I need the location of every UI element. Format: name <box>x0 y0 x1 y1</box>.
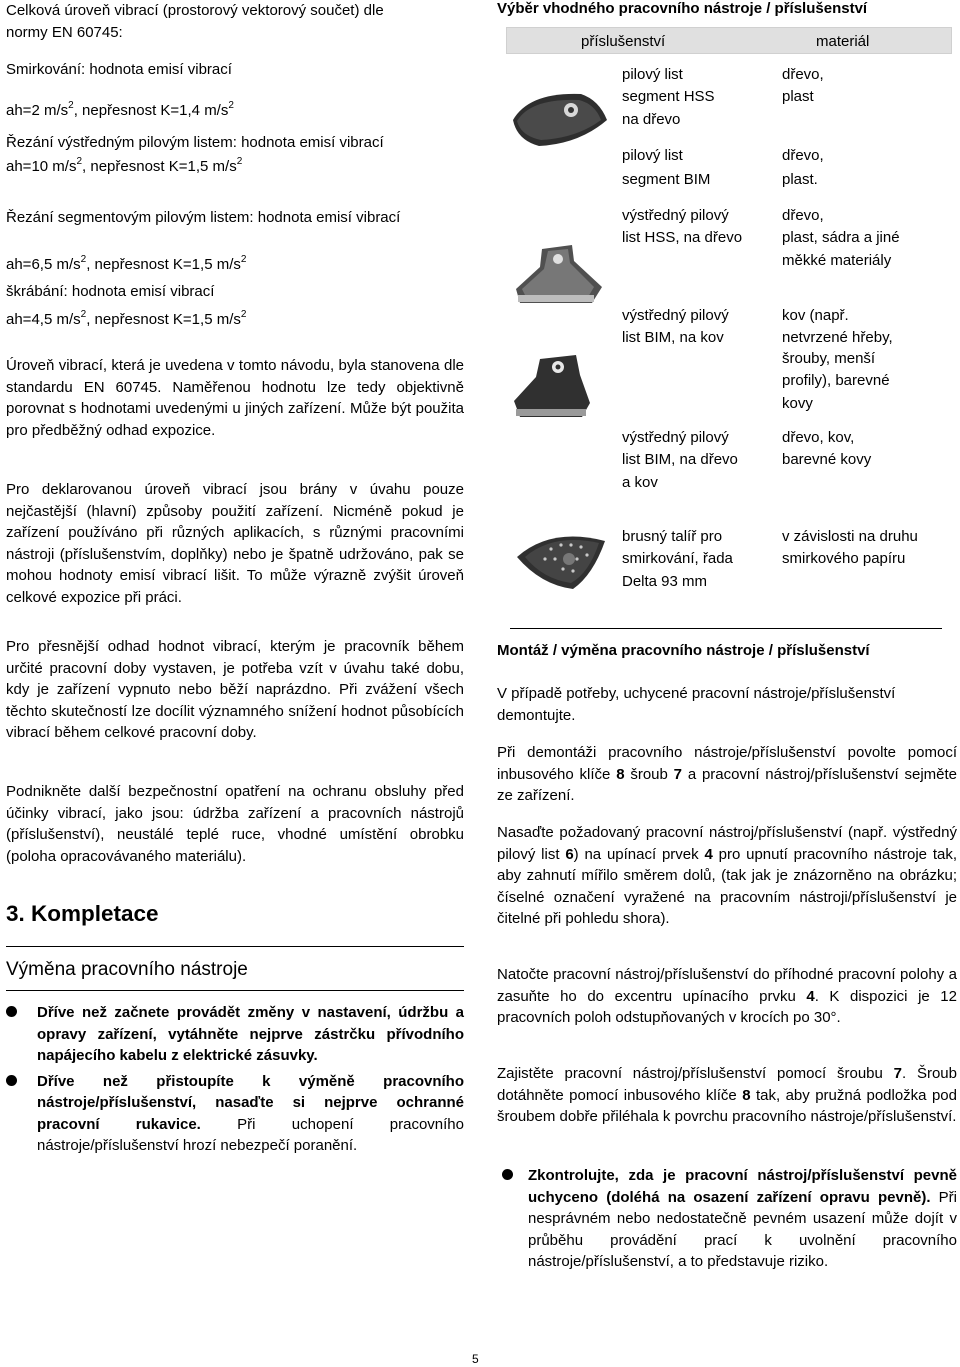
paragraph-declared-level: Pro deklarovanou úroveň vibrací jsou brány v úvahu pouze nejčastější (hlavní) způsoby použití zařízení. Nicméně pokud je zařízení používáno při různých aplikacích, s různými pracovními nástroji (příslušenstvím, doplňky) nebo je špatně udržováno, pak se mohou hodnoty emisí vibrací lišit. To může výrazně zvýšit úroveň celkové expozice při práci. <box>6 481 464 606</box>
warning-item: Dříve než přistoupíte k výměně pracovního nástroje/příslušenství, nasaďte si nejprve ochranné pracovní rukavice. Při uchopení pracovního nástroje/příslušenství hrozí nebezpečí poranění. <box>6 1071 464 1157</box>
table-row-accessory: pilový list segment BIM <box>622 147 711 188</box>
mount-paragraph-5: Zajistěte pracovní nástroj/příslušenství pomocí šroubu 7. Šroub dotáhněte pomocí inbusového klíče 8 tak, aby pružná podložka pod šroubem dobře přiléhala k povrchu pracovního nástroje/příslušenství. <box>497 1065 957 1125</box>
page-number: 5 <box>472 1352 479 1366</box>
delta-sanding-plate-image <box>511 523 607 591</box>
table-header-material: materiál <box>816 33 870 50</box>
bullet-icon <box>502 1169 513 1180</box>
table-title: Výběr vhodného pracovního nástroje / příslušenství <box>497 0 868 17</box>
warning-list <box>6 1002 464 1157</box>
mount-paragraph-1: V případě potřeby, uchycené pracovní nástroje/příslušenství demontujte. <box>497 685 896 724</box>
intro-line-1: Celková úroveň vibrací (prostorový vektorový součet) dle <box>6 2 384 19</box>
section-rule <box>6 946 464 947</box>
eccentric-saw-blade-hss-image <box>512 243 607 307</box>
table-bottom-rule <box>510 628 942 629</box>
table-row-material: dřevo, plast <box>782 66 824 105</box>
segment-saw-blade-hss-image <box>509 90 609 148</box>
paragraph-measured-level: Úroveň vibrací, která je uvedena v tomto návodu, byla stanovena dle standardu EN 60745. Naměřenou hodnotu lze tedy objektivně porovnat s hodnotami uvedenými u jiných zařízení. Může být použita pro předběžný odhad expozice. <box>6 357 464 439</box>
bullet-icon <box>6 1075 17 1086</box>
warning-item: Dříve než začnete provádět změny v nastavení, údržbu a opravy zařízení, vytáhněte nejprve zástrčku přívodního napájecího kabelu z elektrické zásuvky. <box>6 1002 464 1067</box>
section-heading: 3. Kompletace <box>6 901 159 926</box>
table-row-material: v závislosti na druhu smirkového papíru <box>782 528 918 567</box>
eccentric-values: ah=10 $m/s^2$, nepřesnost K=1,5 $m/s^2$ <box>6 156 243 175</box>
scraping-values: ah=4,5 $m/s^2$, nepřesnost K=1,5 $m/s^2$ <box>6 309 247 328</box>
table-row-material: kov (např. netvrzené hřeby, šrouby, menší profily), barevné kovy <box>782 307 893 412</box>
table-row-accessory: pilový list segment HSS na dřevo <box>622 66 715 128</box>
paragraph-estimate: Pro přesnější odhad hodnot vibrací, kterým je pracovník během určité pracovní doby vystaven, je potřeba vzít v úvahu také dobu, kdy je zařízení vypnuto nebo běží naprázdno. Při zvážení všech těchto skutečností lze docílit významného snížení hodnot působících vibrací během celkové pracovní doby. <box>6 638 464 741</box>
table-row-material: dřevo, plast, sádra a jiné měkké materiály <box>782 207 900 269</box>
table-header-bar <box>506 27 952 54</box>
table-header-accessory: příslušenství <box>581 33 666 50</box>
mount-paragraph-2: Při demontáži pracovního nástroje/příslušenství povolte pomocí inbusového klíče 8 šroub 7 a pracovní nástroj/příslušenství sejměte ze zařízení. <box>497 744 958 804</box>
check-list <box>497 1165 957 1273</box>
eccentric-label: Řezání výstředným pilovým listem: hodnota emisí vibrací <box>6 134 384 151</box>
segment-values: ah=6,5 $m/s^2$, nepřesnost K=1,5 $m/s^2$ <box>6 254 247 273</box>
table-row-material: dřevo, kov, barevné kovy <box>782 429 872 468</box>
subheading: Výměna pracovního nástroje <box>6 959 248 980</box>
table-row-accessory: výstředný pilový list BIM, na kov <box>622 307 729 346</box>
table-row-accessory: výstředný pilový list BIM, na dřevo a kov <box>622 429 738 491</box>
segment-label: Řezání segmentovým pilovým listem: hodnota emisí vibrací <box>6 209 401 226</box>
intro-line-2: normy EN 60745: <box>6 23 123 41</box>
sanding-label: Smirkování: hodnota emisí vibrací <box>6 61 232 78</box>
sanding-values: ah=2 $m/s^2$, nepřesnost K=1,4 $m/s^2$ <box>6 100 234 119</box>
table-row-accessory: brusný talíř pro smirkování, řada Delta 93 mm <box>622 528 733 590</box>
paragraph-safety-measures: Podnikněte další bezpečnostní opatření na ochranu obsluhy před účinky vibrací, jako jsou: údržba zařízení a pracovních nástrojů (příslušenství), neustálé teplé ruce, vhodné umístění obrobku (poloha opracovávaného materiálu). <box>6 783 464 865</box>
bullet-icon <box>6 1006 17 1017</box>
subheading-rule <box>6 990 464 991</box>
table-row-accessory: výstředný pilový list HSS, na dřevo <box>622 207 743 246</box>
table-row-material: dřevo, plast. <box>782 147 824 188</box>
check-item: Zkontrolujte, zda je pracovní nástroj/příslušenství pevně uchyceno (doléhá na osazení zařízení opravu pevně). Při nesprávném nebo nedostatečně pevném usazení může dojít v průběhu provádění prací k uvolnění pracovního nástroje/příslušenství, a to představuje riziko. <box>497 1165 957 1273</box>
mount-heading: Montáž / výměna pracovního nástroje / příslušenství <box>497 642 870 659</box>
vibration-intro <box>6 0 384 43</box>
mount-paragraph-3: Nasaďte požadovaný pracovní nástroj/příslušenství (např. výstředný pilový list 6) na upínací prvek 4 pro upnutí pracovního nástroje tak, aby zahnutí mířilo směrem dolů, (tak jak je znázorněno na obrázku; číselné označení vyražené na pracovním nástroji/příslušenství je čitelné při pohledu shora). <box>497 824 958 927</box>
scraping-label: škrábání: hodnota emisí vibrací <box>6 283 215 300</box>
eccentric-saw-blade-bim-image <box>510 355 594 419</box>
mount-paragraph-4: Natočte pracovní nástroj/příslušenství do příhodné pracovní polohy a zasuňte ho do excentru upínacího prvku 4. K dispozici je 12 pracovních poloh odstupňovaných v krocích po 30°. <box>497 966 957 1026</box>
